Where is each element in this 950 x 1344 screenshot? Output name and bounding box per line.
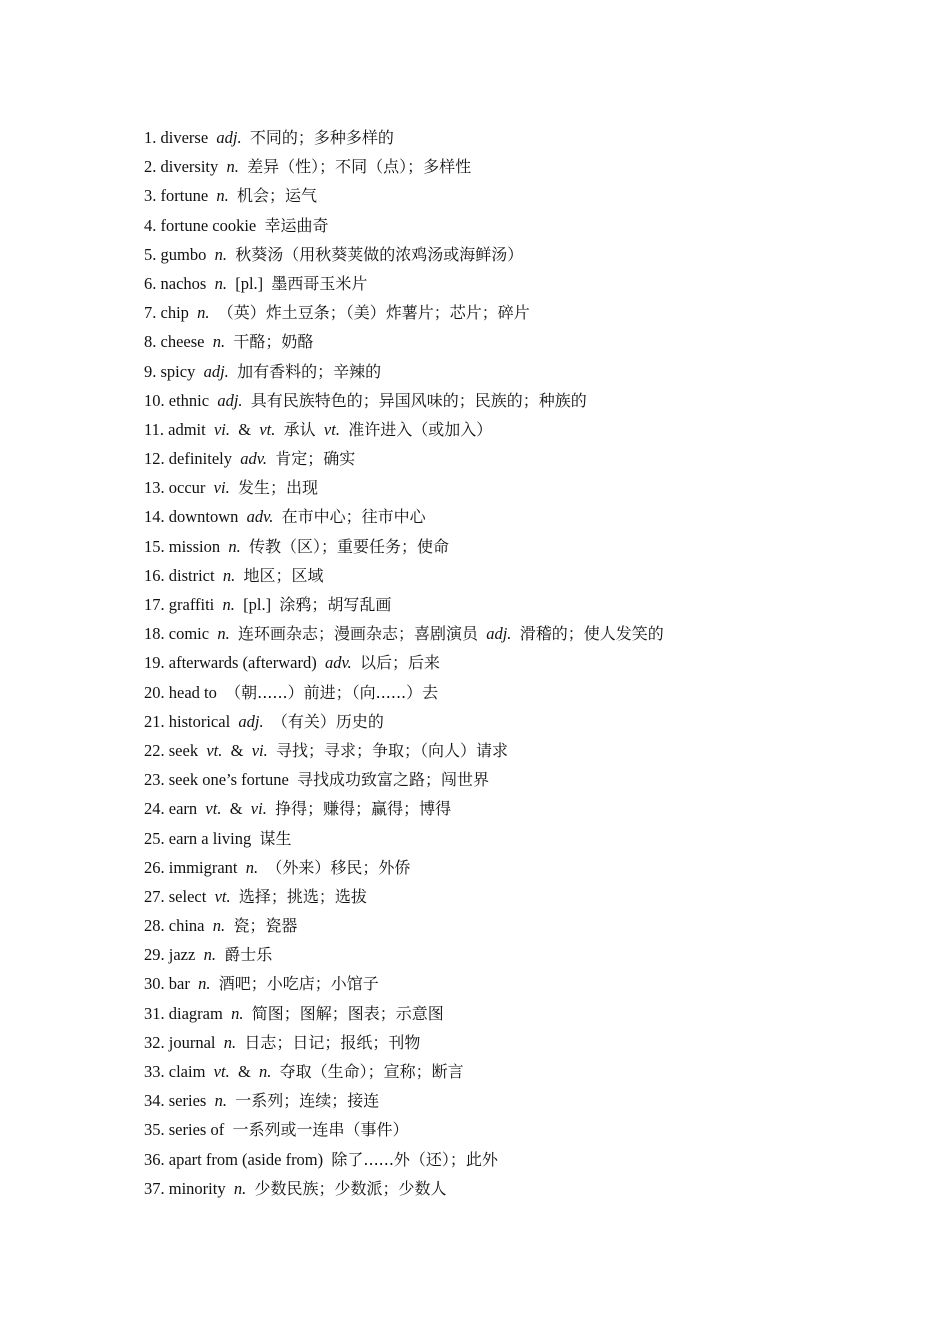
vocab-entry: [144, 357, 904, 386]
vocab-entry: [144, 1028, 904, 1057]
definition: 寻找成功致富之路；闯世界: [297, 770, 490, 790]
definition: 秋葵汤（用秋葵荚做的浓鸡汤或海鲜汤）: [235, 244, 524, 264]
part-of-speech: n.: [233, 1178, 247, 1198]
vocab-word: 18. comic: [144, 624, 210, 644]
vocab-word: 20. head to: [144, 682, 217, 702]
definition: 夺取（生命）；宣称；断言: [279, 1062, 464, 1081]
vocab-entry: [144, 1086, 904, 1115]
vocab-word: 1. diverse: [144, 128, 209, 147]
vocab-entry: [144, 824, 904, 853]
definition: 简图；图解；图表；示意图: [251, 1003, 444, 1023]
definition: 准许进入（或加入）: [348, 419, 493, 439]
vocab-entry: [144, 152, 904, 181]
definition: 幸运曲奇: [264, 215, 329, 235]
vocab-entry: [144, 123, 904, 152]
part-of-speech: n.: [212, 916, 226, 936]
definition: 加有香料的；辛辣的: [237, 361, 382, 381]
definition: 连环画杂志；漫画杂志；喜剧演员: [237, 624, 478, 644]
definition: 差异（性）；不同（点）；多样性: [247, 157, 472, 177]
part-of-speech: n.: [203, 945, 216, 965]
definition: （朝......）前进；（向......）去: [225, 682, 439, 702]
part-of-speech: vt.: [213, 1062, 230, 1081]
part-of-speech: adj.: [203, 361, 229, 381]
part-of-speech: n.: [222, 565, 236, 585]
part-of-speech: adj.: [217, 390, 243, 410]
part-of-speech: n.: [214, 273, 227, 293]
vocab-word: 16. district: [144, 565, 215, 585]
part-of-speech: n.: [197, 303, 210, 323]
vocab-word: 13. occur: [144, 478, 206, 498]
definition: 发生；出现: [237, 478, 318, 498]
definition: 具有民族特色的；异国风味的；民族的；种族的: [250, 390, 587, 410]
definition: 瓷；瓷器: [233, 916, 298, 936]
part-of-speech: adj.: [238, 711, 264, 731]
vocab-entry: [144, 736, 904, 765]
vocab-word: 35. series of: [144, 1120, 225, 1140]
part-of-speech: n.: [223, 1032, 237, 1052]
part-of-speech: n.: [231, 1003, 244, 1023]
vocab-entry: [144, 853, 904, 882]
part-of-speech: n.: [259, 1062, 272, 1081]
grammar-note: &: [238, 419, 252, 439]
definition: 地区；区域: [243, 565, 324, 585]
vocab-entry: [144, 882, 904, 911]
vocab-word: 27. select: [144, 886, 207, 906]
vocab-word: 12. definitely: [144, 449, 232, 469]
vocab-word: 11. admit: [144, 419, 206, 439]
part-of-speech: n.: [212, 332, 226, 352]
vocabulary-list: [144, 123, 904, 1203]
vocab-entry: [144, 619, 904, 648]
definition: 除了......外（还）；此外: [331, 1149, 498, 1169]
part-of-speech: vi.: [251, 740, 268, 760]
grammar-note: [pl.]: [243, 595, 272, 614]
vocab-entry: [144, 1115, 904, 1144]
part-of-speech: n.: [214, 244, 227, 264]
part-of-speech: adv.: [246, 507, 274, 527]
vocab-entry: [144, 1145, 904, 1174]
vocab-word: 28. china: [144, 916, 205, 936]
part-of-speech: n.: [217, 624, 230, 644]
vocab-word: 9. spicy: [144, 361, 196, 381]
definition: 以后；后来: [359, 653, 440, 673]
definition: 日志；日记；报纸；刊物: [244, 1032, 421, 1052]
part-of-speech: vi.: [250, 799, 267, 819]
definition: 不同的；多种多样的: [249, 128, 394, 147]
vocab-entry: [144, 1174, 904, 1203]
part-of-speech: adj.: [486, 624, 512, 644]
grammar-note: &: [229, 799, 243, 819]
vocab-word: 29. jazz: [144, 945, 196, 965]
definition: 寻找；寻求；争取；（向人）请求: [276, 740, 509, 760]
vocab-entry: [144, 532, 904, 561]
vocab-word: 34. series: [144, 1091, 207, 1111]
definition: 机会；运气: [237, 186, 318, 206]
vocab-entry: [144, 765, 904, 794]
vocab-word: 5. gumbo: [144, 244, 207, 264]
definition: 选择；挑选；选拔: [238, 886, 367, 906]
definition: 墨西哥玉米片: [271, 273, 368, 293]
vocab-word: 31. diagram: [144, 1003, 223, 1023]
grammar-note: &: [230, 740, 244, 760]
vocab-word: 37. minority: [144, 1178, 226, 1198]
part-of-speech: vt.: [206, 740, 223, 760]
vocab-word: 3. fortune: [144, 186, 209, 206]
grammar-note: &: [237, 1062, 251, 1081]
vocab-word: 8. cheese: [144, 332, 205, 352]
vocab-word: 7. chip: [144, 303, 189, 323]
definition: 干酪；奶酪: [233, 332, 314, 352]
definition: 少数民族；少数派；少数人: [254, 1178, 447, 1198]
vocab-entry: [144, 911, 904, 940]
vocab-entry: [144, 211, 904, 240]
part-of-speech: adv.: [240, 449, 267, 469]
vocab-word: 19. afterwards (afterward): [144, 653, 317, 673]
vocab-entry: [144, 386, 904, 415]
vocab-entry: [144, 327, 904, 356]
vocab-word: 33. claim: [144, 1062, 206, 1081]
part-of-speech: vt.: [259, 419, 276, 439]
part-of-speech: adj.: [216, 128, 242, 147]
definition: 酒吧；小吃店；小馆子: [218, 974, 379, 994]
definition: 一系列；连续；接连: [235, 1091, 380, 1111]
vocab-entry: [144, 502, 904, 531]
vocab-word: 4. fortune cookie: [144, 215, 257, 235]
part-of-speech: n.: [222, 595, 235, 614]
vocab-word: 2. diversity: [144, 157, 219, 177]
vocab-word: 22. seek: [144, 740, 199, 760]
vocab-entry: [144, 648, 904, 677]
part-of-speech: n.: [245, 857, 259, 877]
vocab-word: 6. nachos: [144, 273, 207, 293]
vocab-word: 32. journal: [144, 1032, 216, 1052]
vocab-entry: [144, 269, 904, 298]
vocab-word: 15. mission: [144, 536, 221, 556]
vocab-entry: [144, 969, 904, 998]
definition: 传教（区）；重要任务；使命: [248, 536, 449, 556]
definition: （英）炸土豆条；（美）炸薯片；芯片；碎片: [217, 303, 530, 323]
part-of-speech: n.: [198, 974, 211, 994]
vocab-word: 36. apart from (aside from): [144, 1149, 324, 1169]
vocab-word: 30. bar: [144, 974, 190, 994]
definition: 涂鸦；胡写乱画: [279, 595, 392, 614]
part-of-speech: vt.: [323, 419, 340, 439]
vocab-word: 21. historical: [144, 711, 231, 731]
vocab-word: 14. downtown: [144, 507, 239, 527]
vocab-word: 10. ethnic: [144, 390, 210, 410]
vocab-entry: [144, 1057, 904, 1086]
vocab-word: 17. graffiti: [144, 595, 215, 614]
vocab-entry: [144, 999, 904, 1028]
vocab-word: 25. earn a living: [144, 828, 252, 848]
part-of-speech: adv.: [324, 653, 352, 673]
definition: 爵士乐: [224, 945, 273, 965]
vocab-entry: [144, 444, 904, 473]
definition: 谋生: [259, 828, 292, 848]
definition: （外来）移民；外侨: [266, 857, 411, 877]
vocab-word: 23. seek one’s fortune: [144, 770, 289, 790]
definition: 肯定；确实: [275, 449, 356, 469]
vocab-word: 26. immigrant: [144, 857, 238, 877]
definition: （有关）历史的: [271, 711, 384, 731]
part-of-speech: n.: [226, 157, 239, 177]
part-of-speech: n.: [228, 536, 241, 556]
definition: 在市中心；往市中心: [281, 507, 426, 527]
part-of-speech: vt.: [205, 799, 222, 819]
vocab-entry: [144, 240, 904, 269]
vocab-entry: [144, 473, 904, 502]
part-of-speech: n.: [216, 186, 229, 206]
definition: 挣得；赚得；赢得；博得: [275, 799, 452, 819]
vocab-word: 24. earn: [144, 799, 198, 819]
vocab-entry: [144, 590, 904, 619]
vocab-entry: [144, 794, 904, 823]
vocab-entry: [144, 298, 904, 327]
grammar-note: [pl.]: [235, 273, 264, 293]
definition: 一系列或一连串（事件）: [232, 1120, 409, 1140]
part-of-speech: n.: [214, 1091, 227, 1111]
vocab-entry: [144, 181, 904, 210]
vocab-entry: [144, 707, 904, 736]
part-of-speech: vi.: [213, 419, 231, 439]
vocab-entry: [144, 415, 904, 444]
vocab-entry: [144, 561, 904, 590]
part-of-speech: vt.: [214, 886, 231, 906]
definition: 滑稽的；使人发笑的: [519, 624, 664, 644]
vocab-entry: [144, 678, 904, 707]
vocab-entry: [144, 940, 904, 969]
part-of-speech: vi.: [213, 478, 230, 498]
definition: 承认: [283, 419, 316, 439]
